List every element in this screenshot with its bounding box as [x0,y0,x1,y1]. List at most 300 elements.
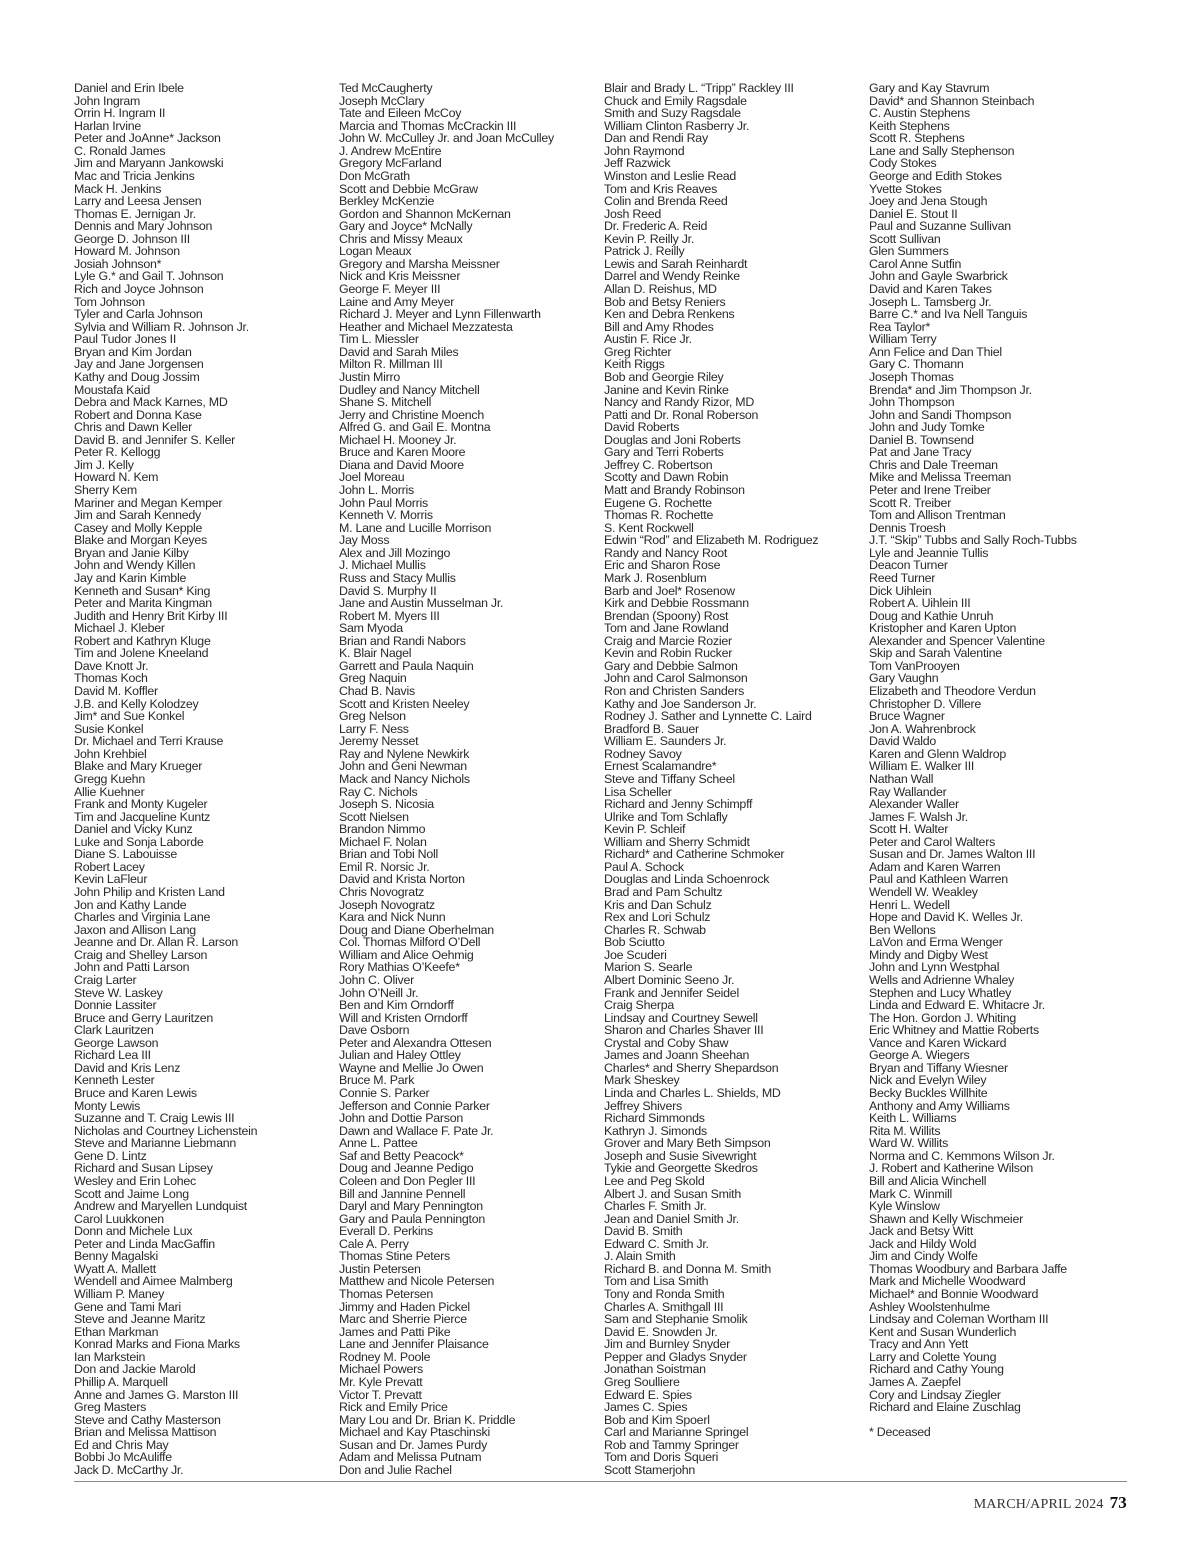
donor-name: Carol Anne Sutfin [869,256,962,271]
donor-name: Marc and Sherrie Pierce [339,1312,467,1327]
donor-name: Bradford B. Sauer [604,721,699,736]
donor-name: Matthew and Nicole Petersen [339,1274,495,1289]
donor-name: Luke and Sonja Laborde [74,834,204,849]
donor-name: Tyler and Carla Johnson [74,307,203,322]
donor-name: Jaxon and Allison Lang [74,922,196,937]
donor-name: Scott R. Stephens [869,131,965,146]
donor-name: Lyle and Jeannie Tullis [869,545,989,560]
donor-name: Tom and Allison Trentman [869,508,1006,523]
donor-name: Janine and Kevin Rinke [604,382,729,397]
donor-name: Don and Jackie Marold [74,1362,196,1377]
donor-name: Dave Knott Jr. [74,658,149,673]
donor-name: John Philip and Kristen Land [74,885,225,899]
donor-name: James and Joann Sheehan [604,1048,750,1063]
donor-name: Julian and Haley Ottley [339,1048,461,1063]
donor-name: J.B. and Kelly Kolodzey [74,696,199,711]
donor-name: Kyle Winslow [869,1199,940,1214]
donor-name: Scott H. Walter [869,822,949,837]
donor-name: Charles A. Smithgall III [604,1299,724,1314]
donor-name: J.T. “Skip” Tubbs and Sally Roch-Tubbs [869,533,1077,548]
donor-name: Tom Johnson [74,294,145,309]
donor-name: Gordon and Shannon McKernan [339,206,511,221]
page-footer [974,1493,1127,1513]
donor-name: Richard B. and Donna M. Smith [604,1261,771,1276]
donor-name: Tony and Ronda Smith [604,1287,725,1301]
donor-name: Kathryn J. Simonds [604,1123,707,1138]
donor-name: Charles and Virginia Lane [74,910,211,925]
donor-name: Jonathan Soistman [604,1362,706,1377]
donor-name: Mark C. Winmill [869,1186,952,1201]
donor-name: Bryan and Janie Kilby [74,545,189,560]
donor-name: Richard* and Catherine Schmoker [604,847,785,862]
donor-name: Douglas and Linda Schoenrock [604,872,770,887]
page-number: 73 [1109,1493,1127,1512]
donor-name: Brian and Tobi Noll [339,847,439,862]
donor-name: Doug and Jeanne Pedigo [339,1161,474,1176]
donor-name: Charles* and Sherry Shepardson [604,1060,779,1075]
donor-name: Michael F. Nolan [339,834,427,849]
donor-name: John and Gayle Swarbrick [869,269,1008,284]
donor-name: Heather and Michael Mezzatesta [339,319,513,334]
donor-name: Bruce and Karen Moore [339,445,466,460]
donor-name: William Clinton Rasberry Jr. [604,118,750,133]
donor-name: Saf and Betty Peacock* [339,1148,464,1163]
donor-name: David S. Murphy II [339,583,437,598]
donor-name: Tracy and Ann Yett [869,1337,969,1352]
donor-name: David B. Smith [604,1224,683,1239]
donor-name: Austin F. Rice Jr. [604,332,692,347]
donor-name: Ashley Woolstenhulme [869,1299,990,1314]
donor-name: Rea Taylor* [869,319,931,334]
donor-name: John O’Neill Jr. [339,985,419,1000]
donor-name: Peter and Carol Walters [869,834,996,849]
donor-name: Christopher D. Villere [869,696,982,711]
donor-name: John L. Morris [339,483,415,497]
donor-name: Everall D. Perkins [339,1224,433,1239]
donor-name: Albert Dominic Seeno Jr. [604,972,735,987]
donor-name: Ray and Nylene Newkirk [339,746,470,761]
donor-name: Paul Tudor Jones II [74,332,177,347]
donor-name: Jim and Sarah Kennedy [74,508,201,523]
donor-name: Bill and Amy Rhodes [604,319,714,334]
donor-name: Kathy and Doug Jossim [74,369,200,384]
donor-name: Wyatt A. Mallett [74,1261,156,1276]
donor-name: Michael Powers [339,1362,423,1377]
donor-name: James F. Walsh Jr. [869,809,969,824]
donor-name: Rich and Joyce Johnson [74,282,204,296]
donor-name: Tom and Jane Rowland [604,621,729,636]
deceased-note: * Deceased [869,1424,931,1439]
donor-name: John Raymond [604,143,685,158]
donor-name: Richard and Elaine Zuschlag [869,1400,1021,1415]
donor-name: Russ and Stacy Mullis [339,570,456,585]
donor-name: John and Dottie Parson [339,1111,463,1126]
donor-name: Gary and Debbie Salmon [604,658,738,673]
donor-name: Keith L. Williams [869,1111,957,1126]
donor-name: Mack H. Jenkins [74,181,162,196]
donor-name: Robert M. Myers III [339,608,440,623]
donor-name: Karen and Glenn Waldrop [869,746,1007,761]
donor-name: Peter and Linda MacGaffin [74,1236,215,1251]
donor-name: Joseph McClary [339,93,425,108]
donor-name: Larry and Leesa Jensen [74,194,202,209]
donor-name: Tate and Eileen McCoy [339,106,462,121]
donor-name: William E. Walker III [869,759,975,774]
donor-name: Richard and Jenny Schimpff [604,797,753,812]
donor-name: John Krehbiel [74,746,147,761]
donor-name: Becky Buckles Willhite [869,1086,988,1100]
donor-name: Paul A. Schock [604,859,684,874]
donor-name: Bob Sciutto [604,935,665,950]
donor-name: Tom VanProoyen [869,658,960,673]
donor-name: William E. Saunders Jr. [604,734,727,749]
donor-name: Robert and Donna Kase [74,407,202,422]
donor-name: Jack and Hildy Wold [869,1236,977,1251]
donor-name: George Lawson [74,1035,159,1050]
donor-name: Gene D. Lintz [74,1148,147,1163]
donor-name: Bob and Betsy Reniers [604,294,726,309]
donor-name: Richard Simmonds [604,1111,705,1126]
donor-name: Jeffrey C. Robertson [604,457,713,472]
donor-name: Blair and Brady L. “Tripp” Rackley III [604,81,794,95]
donor-name: Barre C.* and Iva Nell Tanguis [869,307,1028,322]
donor-name: Joseph S. Nicosia [339,797,434,812]
donor-name: Clark Lauritzen [74,1023,154,1038]
donor-name: Donnie Lassiter [74,998,157,1013]
donor-name: Ethan Markman [74,1324,159,1339]
donor-name: Jane and Austin Musselman Jr. [339,596,504,611]
donor-name: Kevin and Robin Rucker [604,646,733,661]
donor-name: Cody Stokes [869,156,937,171]
donor-name: Charles F. Smith Jr. [604,1199,707,1214]
donor-name: Kathy and Joe Sanderson Jr. [604,696,757,711]
donor-name: Richard and Susan Lipsey [74,1161,213,1176]
donor-name: Ed and Chris May [74,1437,169,1452]
donor-name: Lewis and Sarah Reinhardt [604,256,748,271]
donor-name: Eric Whitney and Mattie Roberts [869,1023,1039,1038]
donor-name: Scott and Jaime Long [74,1186,189,1201]
donor-name: Greg Richter [604,344,672,359]
donor-name: Lisa Scheller [604,784,672,799]
donor-name: Darrel and Wendy Reinke [604,269,740,284]
donor-name: Bobbi Jo McAuliffe [74,1450,172,1465]
donor-name: Chris and Dawn Keller [74,420,193,435]
donor-name: Susan and Dr. James Walton III [869,847,1036,862]
donor-name: Doug and Kathie Unruh [869,608,994,623]
donor-name: Gary and Joyce* McNally [339,219,473,234]
donor-name: Mack and Nancy Nichols [339,771,470,786]
donor-name: Paul and Kathleen Warren [869,872,1008,887]
donor-name: Craig Larter [74,972,137,987]
donor-name: Patrick J. Reilly [604,244,685,259]
donor-name: K. Blair Nagel [339,646,412,661]
name-column-4 [869,82,1077,1438]
donor-name: Casey and Molly Kepple [74,520,203,535]
donor-name: John and Judy Tomke [869,420,985,435]
donor-name: Daniel E. Stout II [869,206,958,221]
donor-name: Jack and Betsy Witt [869,1224,974,1239]
donor-name: Cale A. Perry [339,1236,409,1251]
donor-name: Jim and Cindy Wolfe [869,1249,978,1264]
donor-name: Kirk and Debbie Rossmann [604,596,749,611]
donor-name: David and Karen Takes [869,282,992,296]
donor-name: Benny Magalski [74,1249,158,1264]
donor-name: LaVon and Erma Wenger [869,935,1003,950]
donor-name: Mark Sheskey [604,1073,680,1088]
donor-name: Joe Scuderi [604,947,667,962]
donor-name: Daryl and Mary Pennington [339,1199,483,1214]
name-column-2 [339,82,554,1476]
donor-name: Nick and Evelyn Wiley [869,1073,987,1088]
donor-name: Marion S. Searle [604,960,693,975]
donor-name: M. Lane and Lucille Morrison [339,520,492,535]
donor-name: Bruce and Gerry Lauritzen [74,1010,214,1025]
donor-name: Dan and Rendi Ray [604,131,708,146]
donor-name: John Thompson [869,395,955,410]
donor-name: Paul and Suzanne Sullivan [869,219,1011,234]
donor-name: Wesley and Erin Lohec [74,1173,196,1188]
donor-name: Kevin LaFleur [74,872,148,887]
donor-name: Jeremy Nesset [339,734,419,749]
donor-name: Ernest Scalamandre* [604,759,717,774]
donor-name: Daniel and Erin Ibele [74,81,184,95]
donor-name: Anne L. Pattee [339,1136,418,1151]
donor-name: Daniel and Vicky Kunz [74,822,193,837]
donor-name: Michael H. Mooney Jr. [339,432,457,447]
donor-name: Dawn and Wallace F. Pate Jr. [339,1123,494,1138]
donor-name: Robert Lacey [74,859,145,874]
donor-name: Joseph and Susie Sivewright [604,1148,757,1163]
donor-name: Joseph L. Tamsberg Jr. [869,294,992,309]
donor-name: Bruce and Karen Lewis [74,1086,197,1100]
donor-name: Wells and Adrienne Whaley [869,972,1015,987]
donor-name: Smith and Suzy Ragsdale [604,106,741,121]
donor-name: Gary C. Thomann [869,357,964,372]
donor-name: Larry and Colette Young [869,1349,997,1364]
donor-name: Gene and Tami Mari [74,1299,181,1314]
donor-name: Dennis and Mary Johnson [74,219,213,234]
donor-name: William Terry [869,332,937,347]
donor-name: Alexander and Spencer Valentine [869,633,1045,648]
donor-name: Scott and Kristen Neeley [339,696,470,711]
donor-name: Rob and Tammy Springer [604,1437,739,1452]
donor-name: Daniel B. Townsend [869,432,974,447]
donor-name: Richard and Cathy Young [869,1362,1004,1377]
donor-name: Donn and Michele Lux [74,1224,193,1239]
donor-name: Jean and Daniel Smith Jr. [604,1211,739,1226]
donor-name: Rodney J. Sather and Lynnette C. Laird [604,709,812,724]
donor-name: J. Robert and Katherine Wilson [869,1161,1033,1176]
donor-name: Josiah Johnson* [74,256,162,271]
donor-name: Greg Masters [74,1400,147,1415]
donor-name: Shane S. Mitchell [339,395,432,410]
donor-name: Mark J. Rosenblum [604,570,707,585]
donor-name: Andrew and Maryellen Lundquist [74,1199,247,1214]
donor-name: Thomas R. Rochette [604,508,714,523]
donor-name: Mark and Michelle Woodward [869,1274,1026,1289]
donor-name: Steve and Marianne Liebmann [74,1136,237,1151]
donor-name: David and Sarah Miles [339,344,459,359]
donor-name: Thomas Koch [74,671,148,686]
donor-name: Greg Soulliere [604,1374,680,1389]
donor-name: Larry F. Ness [339,721,409,736]
donor-name: Richard J. Meyer and Lynn Fillenwarth [339,307,541,322]
donor-name: Coleen and Don Pegler III [339,1173,476,1188]
donor-name: Brian and Melissa Mattison [74,1425,217,1440]
donor-name: Monty Lewis [74,1098,141,1113]
donor-name: Dr. Frederic A. Reid [604,219,708,234]
donor-name: Tom and Doris Squeri [604,1450,719,1465]
donor-name: David M. Koffler [74,684,158,698]
donor-name: Anthony and Amy Williams [869,1098,1010,1113]
donor-name: Peter R. Kellogg [74,445,161,460]
donor-name: Kenneth Lester [74,1073,155,1088]
donor-name: Winston and Leslie Read [604,168,737,183]
donor-name: Jon A. Wahrenbrock [869,721,976,736]
donor-name: Wendell and Aimee Malmberg [74,1274,233,1289]
donor-name: Tykie and Georgette Skedros [604,1161,758,1176]
donor-name: Debra and Mack Karnes, MD [74,395,228,410]
donor-name: Carl and Marianne Springel [604,1425,749,1440]
donor-name: Sam Myoda [339,621,403,636]
donor-name: Wendell W. Weakley [869,885,978,899]
donor-name: Jim and Burnley Snyder [604,1337,731,1352]
donor-name: Crystal and Coby Shaw [604,1035,729,1050]
donor-name: Mary Lou and Dr. Brian K. Priddle [339,1412,516,1427]
donor-name: Alfred G. and Gail E. Montna [339,420,491,435]
name-column-3 [604,82,818,1476]
donor-name: Garrett and Paula Naquin [339,658,474,673]
donor-name: Chris and Missy Meaux [339,231,463,246]
donor-name: John Paul Morris [339,495,428,510]
donor-name: Sharon and Charles Shaver III [604,1023,764,1038]
donor-name: Thomas E. Jernigan Jr. [74,206,196,221]
donor-name: Scott R. Treiber [869,495,952,510]
donor-name: Don and Julie Rachel [339,1462,452,1477]
donor-name: Dudley and Nancy Mitchell [339,382,480,397]
donor-name: Michael* and Bonnie Woodward [869,1287,1039,1301]
donor-name: Craig and Shelley Larson [74,947,208,962]
donor-name: Barb and Joel* Rosenow [604,583,735,598]
donor-name: David Roberts [604,420,680,435]
donor-name: Mike and Melissa Treeman [869,470,1012,485]
donor-name: Anne and James G. Marston III [74,1387,239,1402]
donor-name: Laine and Amy Meyer [339,294,455,309]
donor-name: Peter and Alexandra Ottesen [339,1035,492,1050]
donor-name: Joseph Novogratz [339,897,435,912]
donor-name: George D. Johnson III [74,231,190,246]
donor-name: Joey and Jena Stough [869,194,988,209]
donor-name: Kristopher and Karen Upton [869,621,1017,636]
donor-name: Howard N. Kem [74,470,159,485]
donor-name: Carol Luukkonen [74,1211,164,1226]
donor-name: Kenneth V. Morris [339,508,433,523]
donor-name: Tim and Jacqueline Kuntz [74,809,211,824]
donor-name: Logan Meaux [339,244,412,259]
donor-name: Steve and Jeanne Maritz [74,1312,206,1327]
donor-name: Lane and Sally Stephenson [869,143,1015,158]
donor-name: Nicholas and Courtney Lichenstein [74,1123,258,1138]
donor-name: C. Austin Stephens [869,106,970,121]
donor-name: David and Kris Lenz [74,1060,181,1075]
donor-name: Stephen and Lucy Whatley [869,985,1012,1000]
donor-name: Scott Stamerjohn [604,1462,696,1477]
donor-name: Ian Markstein [74,1349,146,1364]
donor-name: Scotty and Dawn Robin [604,470,729,485]
donor-name: The Hon. Gordon J. Whiting [869,1010,1017,1025]
donor-name: Gary Vaughn [869,671,939,686]
donor-name: Keith Riggs [604,357,665,372]
donor-name: Michael J. Kleber [74,621,165,636]
donor-name: Sherry Kem [74,483,137,497]
donor-name: J. Michael Mullis [339,558,426,573]
donor-name: Jerry and Christine Moench [339,407,485,422]
donor-name: Chad B. Navis [339,684,415,698]
donor-name: Howard M. Johnson [74,244,180,259]
donor-name: Brad and Pam Schultz [604,885,723,899]
donor-name: Ray C. Nichols [339,784,418,799]
donor-name: Blake and Morgan Keyes [74,533,207,548]
donor-name: Chuck and Emily Ragsdale [604,93,747,108]
donor-name: Rex and Lori Schulz [604,910,711,925]
donor-name: Col. Thomas Milford O’Dell [339,935,481,950]
donor-name: William and Sherry Schmidt [604,834,750,849]
donor-name: J. Andrew McEntire [339,143,442,158]
donor-name: Tim L. Miessler [339,332,419,347]
donor-name: Sam and Stephanie Smolik [604,1312,748,1327]
donor-name: Kevin P. Reilly Jr. [604,231,695,246]
donor-name: Doug and Diane Oberhelman [339,922,494,937]
donor-name: George A. Wiegers [869,1048,970,1063]
donor-name: Blake and Mary Krueger [74,759,203,774]
donor-name: Rory Mathias O’Keefe* [339,960,460,975]
donor-name: Jimmy and Haden Pickel [339,1299,470,1314]
donor-name: Michael and Kay Ptaschinski [339,1425,490,1440]
donor-name: Peter and Irene Treiber [869,483,991,497]
donor-name: Ann Felice and Dan Thiel [869,344,1002,359]
donor-name: Bruce Wagner [869,709,945,724]
donor-name: Jeanne and Dr. Allan R. Larson [74,935,239,950]
donor-name: Steve W. Laskey [74,985,163,1000]
donor-name: Skip and Sarah Valentine [869,646,1002,661]
donor-name: Ray Wallander [869,784,947,799]
donor-name: Rodney M. Poole [339,1349,431,1364]
donor-name: Edward C. Smith Jr. [604,1236,709,1251]
donor-name: Greg Nelson [339,709,406,724]
donor-name: Robert and Kathryn Kluge [74,633,211,648]
donor-name: Scott and Debbie McGraw [339,181,478,196]
donor-name: Phillip A. Marquell [74,1374,168,1389]
donor-name: Peter and JoAnne* Jackson [74,131,221,146]
donor-name: Chris Novogratz [339,885,425,899]
donor-name: Dennis Troesh [869,520,946,535]
donor-name: Jack D. McCarthy Jr. [74,1462,184,1477]
donor-name: Tim and Jolene Kneeland [74,646,209,661]
donor-name: Colin and Brenda Reed [604,194,728,209]
donor-name: Alexander Waller [869,797,959,812]
donor-name: John and Patti Larson [74,960,190,975]
donor-name: Deacon Turner [869,558,948,573]
donor-name: Steve and Tiffany Scheel [604,771,735,786]
donor-name: Brendan (Spoony) Rost [604,608,729,623]
donor-name: Brenda* and Jim Thompson Jr. [869,382,1032,397]
donor-name: Ulrike and Tom Schlafly [604,809,728,824]
donor-name: Elizabeth and Theodore Verdun [869,684,1036,698]
donor-name: Kenneth and Susan* King [74,583,211,598]
donor-name: John Ingram [74,93,141,108]
donor-name: Cory and Lindsay Ziegler [869,1387,1001,1402]
donor-name: Judith and Henry Brit Kirby III [74,608,228,623]
